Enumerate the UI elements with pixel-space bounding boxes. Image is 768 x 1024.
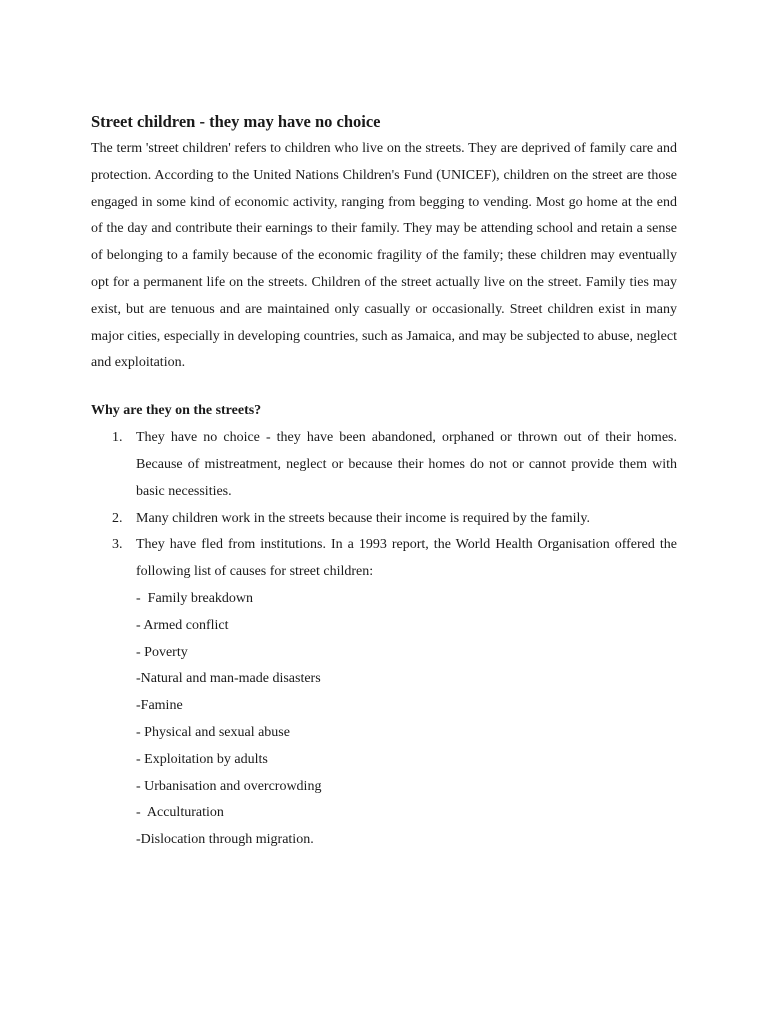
cause-item: -Famine bbox=[136, 698, 183, 714]
reason-text: They have no choice - they have been abandoned, orphaned or thrown out of their homes. Because of mistreatment, neglect or because their homes do not or cannot provide them with basic necessities. bbox=[136, 430, 677, 499]
reasons-list bbox=[91, 425, 677, 586]
reason-item bbox=[91, 425, 677, 505]
intro-paragraph: The term 'street children' refers to children who live on the streets. They are deprived of family care and protection. According to the United Nations Children's Fund (UNICEF), children on the street are those engaged in some kind of economic activity, ranging from begging to vending. Most go home at the end of the day and contribute their earnings to their family. They may be attending school and retain a sense of belonging to a family because of the economic fragility of the family; these children may eventually opt for a permanent life on the streets. Children of the street actually live on the street. Family ties may exist, but are tenuous and are maintained only casually or occasionally. Street children exist in many major cities, especially in developing countries, such as Jamaica, and may be subjected to abuse, neglect and exploitation. bbox=[91, 141, 677, 371]
cause-item: - Armed conflict bbox=[136, 617, 229, 633]
cause-item: - Acculturation bbox=[136, 805, 224, 821]
document-title: Street children - they may have no choice bbox=[91, 112, 381, 131]
document-page bbox=[91, 112, 677, 854]
reason-number: 2. bbox=[112, 510, 123, 526]
reason-item bbox=[91, 532, 677, 586]
reason-number: 3. bbox=[112, 537, 123, 553]
reason-text: Many children work in the streets because their income is required by the family. bbox=[136, 510, 590, 526]
causes-list bbox=[91, 586, 677, 854]
cause-item: -Dislocation through migration. bbox=[136, 832, 314, 848]
reason-number: 1. bbox=[112, 430, 123, 446]
cause-item: - Urbanisation and overcrowding bbox=[136, 778, 322, 794]
cause-item: - Physical and sexual abuse bbox=[136, 724, 290, 740]
section-heading: Why are they on the streets? bbox=[91, 403, 262, 419]
cause-item: - Family breakdown bbox=[136, 590, 254, 606]
cause-item: - Exploitation by adults bbox=[136, 751, 268, 767]
reason-item bbox=[91, 506, 677, 533]
reason-text: They have fled from institutions. In a 1993 report, the World Health Organisation offered the following list of causes for street children: bbox=[136, 537, 677, 580]
cause-item: -Natural and man-made disasters bbox=[136, 671, 321, 687]
cause-item: - Poverty bbox=[136, 644, 188, 660]
